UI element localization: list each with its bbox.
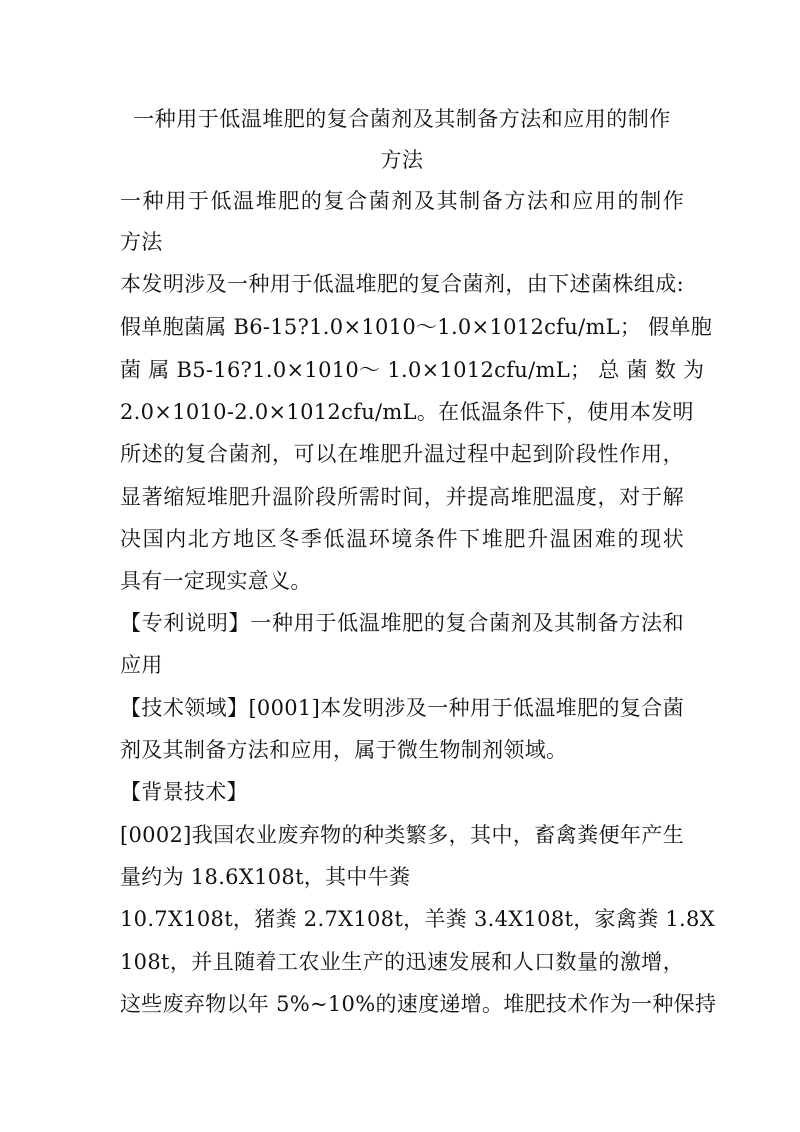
document-title-line-2: 方法: [380, 148, 424, 172]
body-line-4: 假单胞菌属 B6-15?1.0×1010～1.0×1012cfu/mL； 假单胞: [120, 315, 713, 339]
patent-description-line-2: 应用: [120, 653, 163, 677]
background-line-2: 量约为 18.6X108t，其中牛粪: [120, 865, 411, 889]
background-line-4: 108t，并且随着工农业生产的迅速发展和人口数量的激增，: [120, 950, 684, 974]
body-line-1: 一种用于低温堆肥的复合菌剂及其制备方法和应用的制作: [120, 189, 684, 213]
body-line-5: 菌 属 B5-16?1.0×1010～ 1.0×1012cfu/mL； 总 菌 数 为: [120, 358, 705, 382]
background-line-3: 10.7X108t，猪粪 2.7X108t，羊粪 3.4X108t，家禽粪 1.8X: [120, 907, 715, 931]
body-line-2: 方法: [120, 230, 163, 254]
body-line-8: 显著缩短堆肥升温阶段所需时间，并提高堆肥温度，对于解: [120, 485, 684, 509]
document-title-line-1: 一种用于低温堆肥的复合菌剂及其制备方法和应用的制作: [133, 107, 671, 131]
body-line-10: 具有一定现实意义。: [120, 569, 312, 593]
patent-description-line-1: 【专利说明】一种用于低温堆肥的复合菌剂及其制备方法和: [120, 611, 684, 635]
body-line-6: 2.0×1010-2.0×1012cfu/mL。在低温条件下，使用本发明: [120, 400, 694, 424]
background-heading: 【背景技术】: [120, 780, 248, 804]
body-line-7: 所述的复合菌剂，可以在堆肥升温过程中起到阶段性作用，: [120, 442, 684, 466]
background-line-5: 这些废弃物以年 5%~10%的速度递增。堆肥技术作为一种保持: [120, 992, 717, 1016]
background-line-1: [0002]我国农业废弃物的种类繁多，其中，畜禽粪便年产生: [120, 823, 684, 847]
body-line-3: 本发明涉及一种用于低温堆肥的复合菌剂，由下述菌株组成:: [120, 272, 684, 296]
technical-field-line-2: 剂及其制备方法和应用，属于微生物制剂领域。: [120, 738, 568, 762]
body-line-9: 决国内北方地区冬季低温环境条件下堆肥升温困难的现状: [120, 527, 684, 551]
technical-field-line-1: 【技术领域】[0001]本发明涉及一种用于低温堆肥的复合菌: [120, 696, 684, 720]
